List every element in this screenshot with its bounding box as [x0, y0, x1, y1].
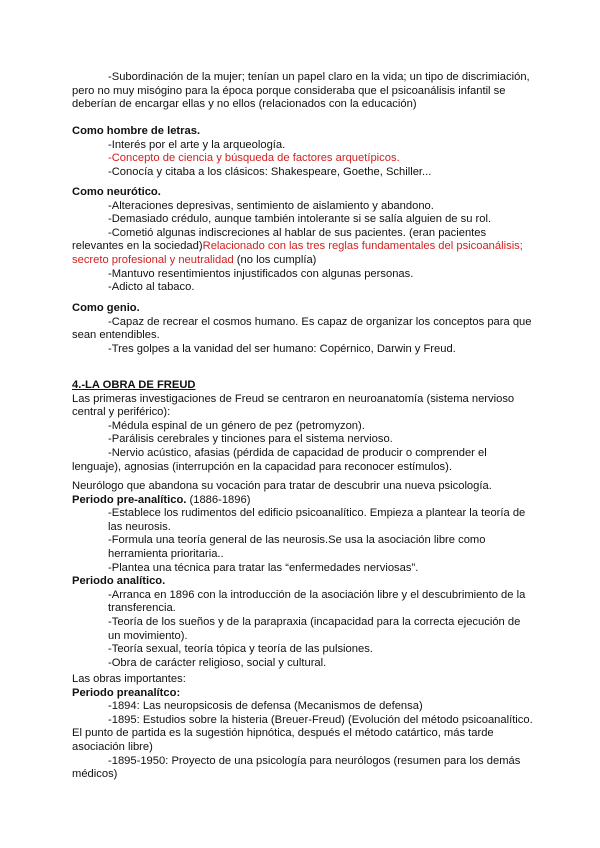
heading-preanalitico: Periodo preanalítco: — [72, 686, 181, 699]
neurotico-item: -Mantuvo resentimientos injustificados con algunas personas. — [108, 267, 414, 280]
obra-item: -Médula espinal de un género de pez (petromyzon). — [108, 419, 365, 432]
obra-intro: Las primeras investigaciones de Freud se centraron en neuroanatomía (sistema nervioso central y periférico): — [72, 392, 515, 419]
neurotico-item: -Adicto al tabaco. — [108, 281, 195, 294]
section-neurotico — [72, 186, 534, 295]
section-obras-importantes — [72, 673, 534, 782]
section-periodos — [72, 480, 534, 670]
pre-analitico-years: (1886-1896) — [186, 493, 251, 506]
section-obra — [72, 379, 534, 474]
heading-analitico: Periodo analítico. — [72, 575, 166, 588]
neurotico-item-indiscreciones — [72, 227, 534, 268]
no-cumplia-text: (no los cumplía) — [233, 253, 317, 266]
neurotico-item: -Alteraciones depresivas, sentimiento de aislamiento y abandono. — [108, 199, 434, 212]
ana-item: -Teoría de los sueños y de la parapraxia (incapacidad para la correcta ejecución de un movimiento). — [108, 615, 521, 642]
neurotico-item: -Demasiado crédulo, aunque también intolerante si se salía alguien de su rol. — [108, 213, 492, 226]
pre-item: -Plantea una técnica para tratar las “enfermedades nerviosas”. — [108, 561, 419, 574]
obra-item: -Parálisis cerebrales y tinciones para el sistema nervioso. — [108, 433, 393, 446]
prean-item: -1895: Estudios sobre la histeria (Breuer-Freud) (Evolución del método psicoanalítico. El punto de partida es la sugestión hipnótica, después el método catártico, más tarde asociación libre) — [72, 713, 533, 753]
obras-label: Las obras importantes: — [72, 673, 186, 685]
genio-item: -Tres golpes a la vanidad del ser humano: Copérnico, Darwin y Freud. — [108, 342, 456, 355]
section-title-obra: 4.-LA OBRA DE FREUD — [72, 379, 196, 391]
intro-paragraph — [72, 71, 534, 112]
section-genio — [72, 302, 534, 356]
letras-item: -Concepto de ciencia y búsqueda de factores arquetípicos. — [108, 152, 400, 165]
heading-pre-analitico: Periodo pre-analítico. — [72, 493, 187, 506]
heading-neurotico: Como neurótico. — [72, 186, 161, 198]
reglas-note: Relacionado con las tres reglas fundamentales del psicoanálisis; secreto profesional y neutralidad — [72, 240, 523, 266]
prean-item: -1895-1950: Proyecto de una psicología para neurólogos (resumen para los demás médicos) — [72, 754, 521, 781]
prean-item: -1894: Las neuropsicosis de defensa (Mecanismos de defensa) — [108, 700, 423, 713]
genio-item: -Capaz de recrear el cosmos humano. Es capaz de organizar los conceptos para que sean entendibles. — [72, 315, 532, 342]
heading-genio: Como genio. — [72, 302, 140, 314]
ana-item: -Teoría sexual, teoría tópica y teoría de las pulsiones. — [108, 643, 373, 656]
ana-item: -Obra de carácter religioso, social y cultural. — [108, 656, 327, 669]
letras-item: -Interés por el arte y la arqueología. — [108, 138, 286, 151]
section-letras — [72, 125, 534, 179]
indiscreciones-text: -Cometió algunas indiscreciones al hablar de sus pacientes. (eran pacientes relevantes en la sociedad) — [72, 226, 487, 253]
pre-item: -Establece los rudimentos del edificio psicoanalítico. Empieza a plantear la teoría de las neurosis. — [108, 507, 526, 533]
pre-analitico-line — [72, 494, 534, 508]
obra-item: -Nervio acústico, afasias (pérdida de capacidad de producir o comprender el lenguaje), agnosias (interrupción en la capacidad para reconocer estímulos). — [72, 446, 487, 473]
letras-item: -Conocía y citaba a los clásicos: Shakespeare, Goethe, Schiller... — [108, 165, 432, 178]
subordination-text: -Subordinación de la mujer; tenían un papel claro en la vida; un tipo de discrimiación, pero no muy misógino para la época porque consideraba que el psicoanálisis infantil se deberían de encargar ellas y no ellos (relacionados con la educación) — [72, 71, 530, 111]
vocacion-text: Neurólogo que abandona su vocación para tratar de descubrir una nueva psicología. — [72, 480, 492, 492]
ana-item: -Arranca en 1896 con la introducción de la asociación libre y el descubrimiento de la transferencia. — [108, 588, 526, 615]
pre-item: -Formula una teoría general de las neurosis.Se usa la asociación libre como herramienta prioritaria.. — [108, 534, 486, 560]
heading-letras: Como hombre de letras. — [72, 125, 201, 137]
